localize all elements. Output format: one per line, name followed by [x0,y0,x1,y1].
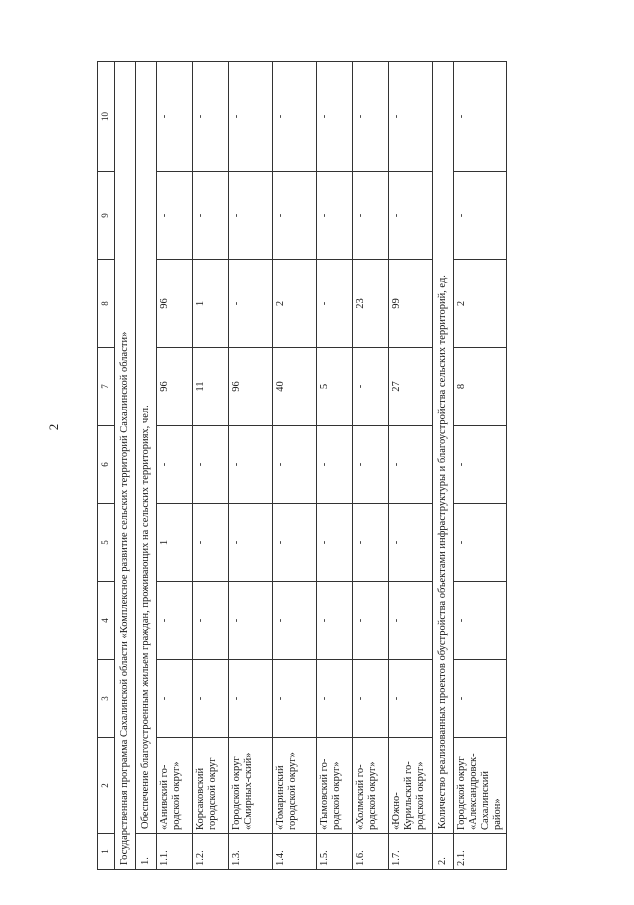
table-row [229,62,273,870]
value-cell: - [454,172,507,260]
value-cell: - [317,426,353,504]
value-cell: - [229,582,273,660]
value-cell: - [229,62,273,172]
value-cell: - [273,172,317,260]
value-cell: - [353,348,389,426]
header-cell: 10 [98,62,115,172]
value-cell: - [389,582,433,660]
value-cell: 96 [157,348,193,426]
value-cell: - [273,582,317,660]
row-name: «Томаринский городской округ» [273,738,317,834]
value-cell: - [157,426,193,504]
value-cell: - [454,582,507,660]
value-cell: - [353,582,389,660]
row-name: «Тымовский го-родской округ» [317,738,353,834]
value-cell: 1 [193,260,229,348]
value-cell: - [193,172,229,260]
value-cell: - [193,62,229,172]
header-row [98,62,115,870]
value-cell: - [273,426,317,504]
section-title: Количество реализованных проектов обустройства объектами инфраструктуры и благоустройства сельских территорий, ед. [433,62,454,834]
table-row [317,62,353,870]
value-cell: - [317,660,353,738]
value-cell: - [389,504,433,582]
section-number: 2. [433,834,454,870]
section-number: 1. [136,834,157,870]
value-cell: - [193,660,229,738]
value-cell: - [193,426,229,504]
rotated-table-container [97,62,519,870]
row-name: Корсаковский городской округ [193,738,229,834]
value-cell: - [157,62,193,172]
table-row [389,62,433,870]
value-cell: - [317,504,353,582]
header-cell: 9 [98,172,115,260]
header-cell: 5 [98,504,115,582]
indicators-table [97,61,507,870]
row-number: 2.1. [454,834,507,870]
value-cell: - [389,426,433,504]
value-cell: - [229,172,273,260]
value-cell: - [317,62,353,172]
row-number: 1.7. [389,834,433,870]
value-cell: - [389,62,433,172]
header-cell: 7 [98,348,115,426]
value-cell: - [229,660,273,738]
row-name: Городской округ «Александровск-Сахалинский район» [454,738,507,834]
value-cell: - [193,582,229,660]
value-cell: 27 [389,348,433,426]
value-cell: 96 [157,260,193,348]
value-cell: - [454,504,507,582]
value-cell: 23 [353,260,389,348]
value-cell: 5 [317,348,353,426]
value-cell: - [454,660,507,738]
row-name: «Анивский го-родской округ» [157,738,193,834]
value-cell: - [454,62,507,172]
section-row [136,62,157,870]
value-cell: - [229,426,273,504]
value-cell: 96 [229,348,273,426]
value-cell: - [353,504,389,582]
value-cell: 11 [193,348,229,426]
value-cell: 2 [454,260,507,348]
table-row [454,62,507,870]
value-cell: 2 [273,260,317,348]
value-cell: - [273,660,317,738]
table-row [273,62,317,870]
row-name: Городской округ «Смирных-ский» [229,738,273,834]
value-cell: - [157,660,193,738]
row-number: 1.6. [353,834,389,870]
header-cell: 1 [98,834,115,870]
row-number: 1.4. [273,834,317,870]
value-cell: - [157,172,193,260]
value-cell: - [229,260,273,348]
value-cell: - [389,660,433,738]
value-cell: - [273,504,317,582]
value-cell: - [193,504,229,582]
value-cell: - [317,172,353,260]
value-cell: 40 [273,348,317,426]
section-row [433,62,454,870]
value-cell: 8 [454,348,507,426]
value-cell: - [317,582,353,660]
table-row [353,62,389,870]
program-title: Государственная программа Сахалинской области «Комплексное развитие сельских территорий Сахалинской области» [115,62,136,870]
table-row [157,62,193,870]
value-cell: - [317,260,353,348]
header-cell: 2 [98,738,115,834]
value-cell: - [353,62,389,172]
header-cell: 4 [98,582,115,660]
value-cell: 1 [157,504,193,582]
table-row [193,62,229,870]
header-cell: 6 [98,426,115,504]
page-number-box [47,419,61,439]
header-cell: 8 [98,260,115,348]
row-number: 1.2. [193,834,229,870]
header-cell: 3 [98,660,115,738]
value-cell: - [353,426,389,504]
section-title: Обеспечение благоустроенным жильем граждан, проживающих на сельских территориях, чел. [136,62,157,834]
value-cell: - [273,62,317,172]
row-number: 1.5. [317,834,353,870]
row-name: «Холмский го-родской округ» [353,738,389,834]
value-cell: - [157,582,193,660]
value-cell: - [389,172,433,260]
row-name: «Южно-Курильский го-родской округ» [389,738,433,834]
row-number: 1.1. [157,834,193,870]
program-title-row [115,62,136,870]
row-number: 1.3. [229,834,273,870]
value-cell: - [229,504,273,582]
value-cell: - [454,426,507,504]
page-number: 2 [46,423,61,431]
value-cell: 99 [389,260,433,348]
value-cell: - [353,172,389,260]
value-cell: - [353,660,389,738]
